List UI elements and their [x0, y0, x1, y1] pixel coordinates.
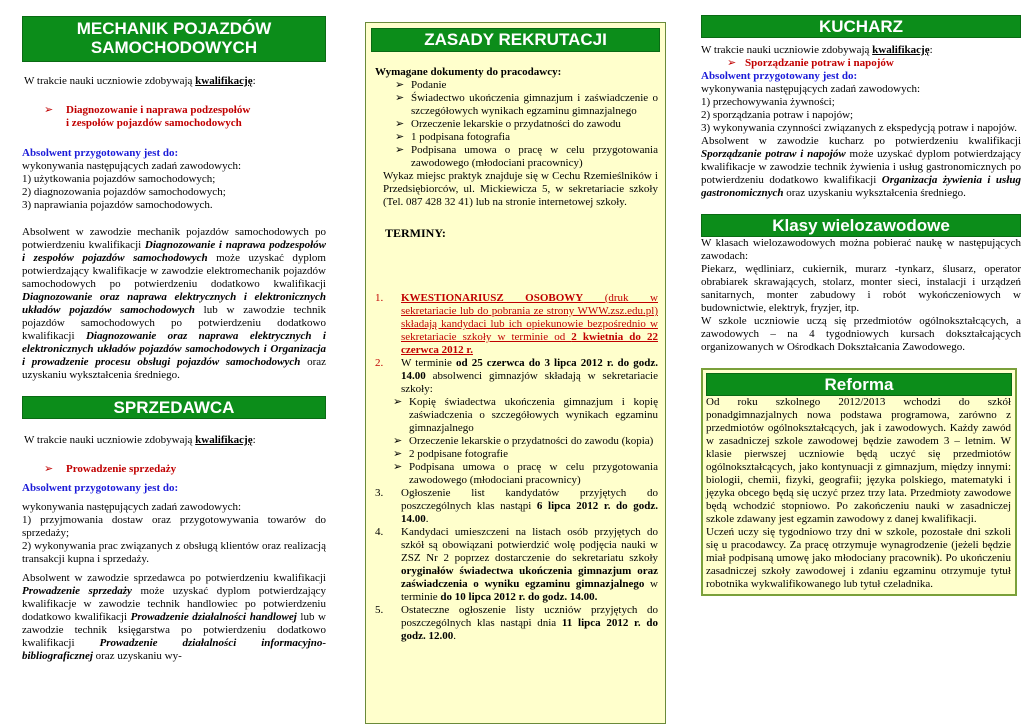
mechanik-title-line2: SAMOCHODOWYCH: [90, 38, 258, 57]
term-item: 3. Ogłoszenie list kandydatów przyjętych do poszczególnych klas nastąpi 6 lipca 2012 r. do godz. 14.00.: [375, 487, 658, 525]
rekrutacja-title: ZASADY REKRUTACJI: [424, 30, 607, 49]
list-item: ➢ Orzeczenie lekarskie o przydatności do zawodu: [395, 118, 621, 130]
sprzedawca-task: 1) przyjmowania dostaw oraz przygotowywania towarów do sprzedaży;: [22, 514, 326, 539]
sprzedawca-task: 2) wykonywania prac związanych z obsługą klientów oraz realizacją transakcji kupna i sprzedaży.: [22, 540, 326, 565]
rekrutacja-header: [371, 28, 660, 52]
reforma-text-2: Uczeń uczy się tygodniowo trzy dni w szkole, pozostałe dni szkoli się u pracodawcy. Za pracę otrzymuje wynagrodzenie (jeżeli będzie miał podpisaną umowę jako młodociany pracownik). Po ukończeniu zasadniczej szkoły zawodowej i zdaniu egzaminu otrzymuje tytuł robotnika wykwalifikowanego lub tytuł czeladnika.: [706, 526, 1011, 590]
list-item: ➢ 1 podpisana fotografia: [395, 131, 510, 143]
kucharz-title: KUCHARZ: [818, 17, 904, 36]
documents-list: [395, 79, 658, 170]
kucharz-paragraph: Absolwent w zawodzie kucharz po potwierdzeniu kwalifikacji Sporządzanie potraw i napojów może uzyskać dyplom potwierdzający kwalifikacje w zawodzie technik żywienia i usług gastronomicznych po potwierdzeniu dodatkowo kwalifikacji Organizacja żywienia i usług gastronomicznych oraz uzyskaniu wykształcenia średniego.: [701, 135, 1021, 199]
practice-info: Wykaz miejsc praktyk znajduje się w Cechu Rzemieślników i Przedsiębiorców, ul. Mickiewicza 5, w sekretariacie szkoły (Tel. 087 428 32 41) lub na stronie internetowej szkoły.: [383, 170, 658, 208]
mechanik-intro: W trakcie nauki uczniowie zdobywają kwalifikację:: [24, 75, 256, 87]
mechanik-title-line1: MECHANIK POJAZDÓW: [76, 19, 272, 38]
submission-list: [393, 396, 658, 487]
arrow-bullet-icon: ➢: [395, 92, 405, 104]
column-middle: [365, 0, 666, 724]
kucharz-tasks-intro: wykonywania następujących zadań zawodowych:: [701, 83, 921, 95]
sprzedawca-title: SPRZEDAWCA: [113, 398, 235, 417]
arrow-bullet-icon: ➢: [395, 144, 405, 156]
term-item: 5. Ostateczne ogłoszenie listy uczniów przyjętych do poszczególnych klas nastąpi dnia 11 lipca 2012 r. do godz. 12.00.: [375, 604, 658, 642]
wielozawodowe-intro: W klasach wielozawodowych można pobierać naukę w następujących zawodach:: [701, 237, 1021, 262]
kucharz-intro: W trakcie nauki uczniowie zdobywają kwalifikację:: [701, 44, 933, 56]
terms-heading: TERMINY:: [385, 226, 446, 240]
reforma-text: Od roku szkolnego 2012/2013 wchodzi do szkół ponadgimnazjalnych nowa podstawa programowa, zarówno z przedmiotów ogólnokształcących, jak i zawodowych. Każdy zawód w zasadniczej szkole zawodowej będzie zawodem 3 – letnim. W klasie pierwszej uczniowie będą uczyć się przedmiotów ogólnokształcących, jako kontynuacji z gimnazjum, między innymi: biologii, chemii, fizyki, geografii; języka polskiego, matematyki i języka obcego będą się uczyć przez trzy lata. Przedmioty zawodowe będą wchodzić stopniowo. Po zakończeniu nauki w zasadniczej szkole zdawany jest egzamin zawodowy z danej kwalifikacji.: [706, 396, 1011, 525]
column-left: [22, 0, 326, 724]
mechanik-task: 1) użytkowania pojazdów samochodowych;: [22, 173, 216, 185]
list-item: ➢ Świadectwo ukończenia gimnazjum i zaświadczenie o szczegółowych wynikach egzaminu gimnazjalnego: [395, 92, 658, 117]
reforma-box: [701, 368, 1017, 596]
term-sublist: [393, 396, 658, 487]
arrow-bullet-icon: ➢: [727, 57, 737, 69]
arrow-bullet-icon: ➢: [393, 448, 403, 460]
mechanik-graduate-heading: Absolwent przygotowany jest do:: [22, 147, 179, 159]
kucharz-qualification: ➢ Sporządzanie potraw i napojów: [727, 57, 894, 69]
list-item: ➢ Podpisana umowa o pracę w celu przygotowania zawodowego (młodociani pracownicy): [393, 461, 658, 486]
kucharz-header: [701, 15, 1021, 38]
list-item: ➢ Podanie: [395, 79, 447, 91]
sprzedawca-paragraph: Absolwent w zawodzie sprzedawca po potwierdzeniu kwalifikacji Prowadzenie sprzedaży może uzyskać dyplom potwierdzający kwalifikacje w zawodzie technik handlowiec po potwierdzeniu dodatkowo kwalifikacji Prowadzenie działalności handlowej lub w zawodzie technik księgarstwa po potwierdzeniu dodatkowo kwalifikacji Prowadzenie działalności informacyjno-bibliograficznej oraz uzyskaniu wy-: [22, 572, 326, 662]
term-item: 2. W terminie od 25 czerwca do 3 lipca 2012 r. do godz. 14.00 absolwenci gimnazjów składają w sekretariacie szkoły:: [375, 357, 658, 395]
sprzedawca-intro: W trakcie nauki uczniowie zdobywają kwalifikację:: [24, 434, 256, 446]
term-item: 1. KWESTIONARIUSZ OSOBOWY (druk w sekretariacie lub do pobrania ze strony WWW.zsz.edu.pl) składają kandydaci lub ich opiekunowie bezpośrednio w sekretariacie szkoły w terminie od 2 kwietnia do 22 czerwca 2012 r.: [375, 292, 658, 356]
reforma-header: [706, 373, 1012, 396]
reforma-title: Reforma: [824, 375, 894, 394]
kucharz-task: 3) wykonywania czynności związanych z ekspedycją potraw i napojów.: [701, 122, 1018, 134]
mechanik-qualification: ➢ Diagnozowanie i naprawa podzespołów i zespołów pojazdów samochodowych: [44, 104, 251, 129]
arrow-bullet-icon: ➢: [393, 461, 403, 473]
mechanik-header: [22, 16, 326, 62]
arrow-bullet-icon: ➢: [393, 396, 403, 408]
arrow-bullet-icon: ➢: [395, 118, 405, 130]
rekrutacja-content: [375, 66, 658, 240]
arrow-bullet-icon: ➢: [44, 104, 54, 116]
term-item: 4. Kandydaci umieszczeni na listach osób przyjętych do szkół są obowiązani potwierdzić wolę podjęcia nauki w ZSZ Nr 2 poprzez dostarczenie do sekretariatu szkoły oryginałów świadectwa ukończenia gimnazjum oraz zaświadczenia o wyniku egzaminu gimnazjalnego w terminie do 10 lipca 2012 r. do godz. 14.00.: [375, 526, 658, 603]
mechanik-tasks-intro: wykonywania następujących zadań zawodowych:: [22, 160, 242, 172]
sprzedawca-qualification: ➢ Prowadzenie sprzedaży: [44, 463, 177, 475]
list-item: ➢ 2 podpisane fotografie: [393, 448, 508, 460]
wielozawodowe-header: [701, 214, 1021, 237]
arrow-bullet-icon: ➢: [395, 79, 405, 91]
list-item: ➢ Orzeczenie lekarskie o przydatności do zawodu (kopia): [393, 435, 654, 447]
wielozawodowe-title: Klasy wielozawodowe: [772, 216, 950, 235]
list-item: ➢ Kopię świadectwa ukończenia gimnazjum i kopię zaświadczenia o szczegółowych wynikach egzaminu gimnazjalnego: [393, 396, 658, 434]
sprzedawca-graduate-heading: Absolwent przygotowany jest do:: [22, 482, 179, 494]
list-item: ➢ Podpisana umowa o pracę w celu przygotowania zawodowego (młodociani pracownicy): [395, 144, 658, 169]
wielozawodowe-professions: Piekarz, wędliniarz, cukiernik, murarz -tynkarz, ślusarz, operator obrabiarek skrawających, stolarz, monter sieci, instalacji i urządzeń sanitarnych, monter zabudowy i robót wykończeniowych w budownictwie, elektryk, fryzjer, itp.: [701, 263, 1021, 314]
documents-heading: Wymagane dokumenty do pracodawcy:: [375, 66, 562, 78]
mechanik-task: 2) diagnozowania pojazdów samochodowych;: [22, 186, 226, 198]
terms-list: [375, 292, 658, 643]
kucharz-task: 2) sporządzania potraw i napojów;: [701, 109, 854, 121]
column-right: [701, 0, 1021, 724]
kucharz-graduate-heading: Absolwent przygotowany jest do:: [701, 70, 858, 82]
arrow-bullet-icon: ➢: [395, 131, 405, 143]
sprzedawca-tasks-intro: wykonywania następujących zadań zawodowych:: [22, 501, 242, 513]
mechanik-task: 3) naprawiania pojazdów samochodowych.: [22, 199, 213, 211]
sprzedawca-header: [22, 396, 326, 419]
kucharz-task: 1) przechowywania żywności;: [701, 96, 835, 108]
arrow-bullet-icon: ➢: [393, 435, 403, 447]
wielozawodowe-info: W szkole uczniowie uczą się przedmiotów ogólnokształcących, a zawodowych – na 4 tygodniowych kursach dokształcających organizowanych w Ośrodkach Dokształcania Zawodowego.: [701, 315, 1021, 353]
arrow-bullet-icon: ➢: [44, 463, 54, 475]
mechanik-paragraph: Absolwent w zawodzie mechanik pojazdów samochodowych po potwierdzeniu kwalifikacji Diagnozowanie i naprawa podzespołów i zespołów pojazdów samochodowych może uzyskać dyplom potwierdzający kwalifikacje w zawodzie elektromechanik pojazdów samochodowych po potwierdzeniu dodatkowo kwalifikacji Diagnozowanie oraz naprawa elektrycznych i elektronicznych układów pojazdów samochodowych lub w zawodzie technik pojazdów samochodowych po potwierdzeniu dodatkowo kwalifikacji Diagnozowanie oraz naprawa elektrycznych i elektronicznych układów pojazdów samochodowych i Organizacja i prowadzenie procesu obsługi pojazdów samochodowych oraz uzyskaniu wykształcenia średniego.: [22, 226, 326, 381]
